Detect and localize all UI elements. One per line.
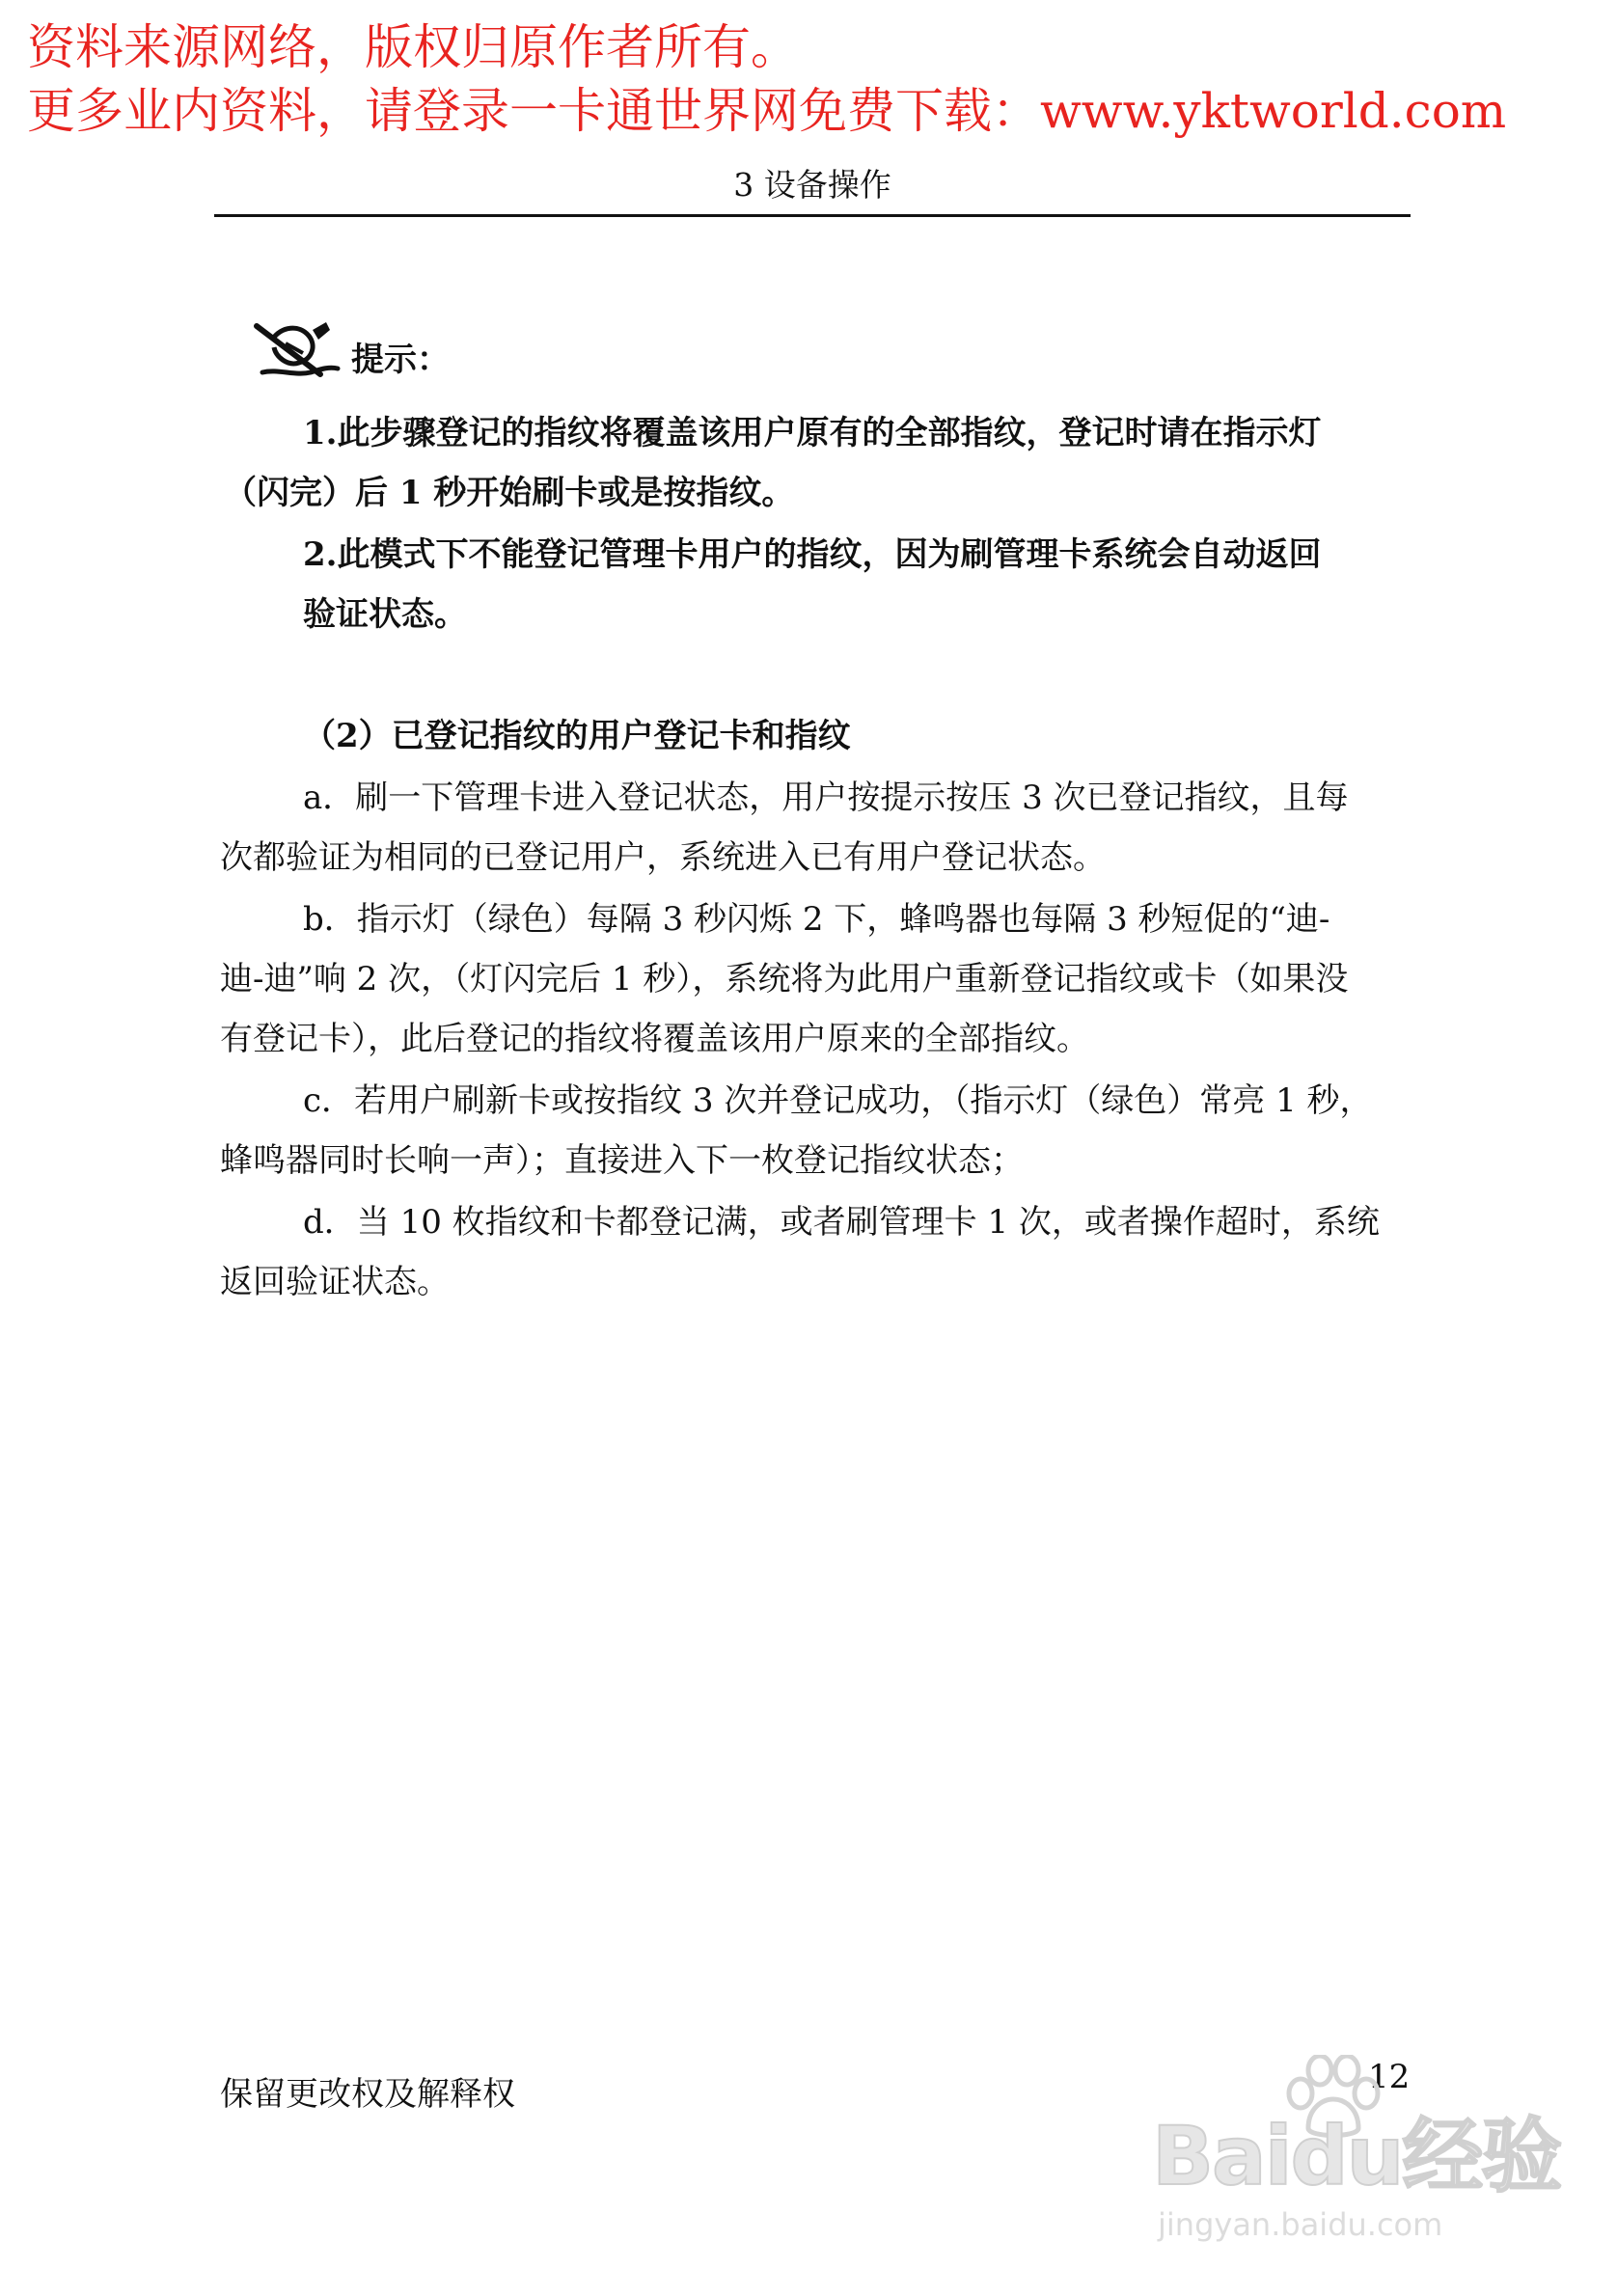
paragraph-line: 次都验证为相同的已登记用户，系统进入已有用户登记状态。 — [220, 838, 1106, 877]
watermark-brand: Baidu经验 — [1152, 2109, 1561, 2203]
tip-title: 提示： — [351, 341, 450, 379]
footer-rights: 保留更改权及解释权 — [220, 2075, 515, 2114]
paragraph-line: 返回验证状态。 — [220, 1263, 450, 1301]
pen-writing-icon — [253, 318, 342, 382]
page-title: 3 设备操作 — [733, 166, 891, 204]
paragraph-line: c．若用户刷新卡或按指纹 3 次并登记成功，（指示灯（绿色）常亮 1 秒， — [303, 1081, 1373, 1120]
source-notice: 资料来源网络，版权归原作者所有。 — [27, 19, 799, 75]
paragraph-line: a．刷一下管理卡进入登记状态，用户按提示按压 3 次已登记指纹，且每 — [303, 779, 1349, 817]
header-divider — [214, 214, 1411, 217]
paragraph-line: d．当 10 枚指纹和卡都登记满，或者刷管理卡 1 次，或者操作超时，系统 — [303, 1203, 1380, 1242]
tip-line: （闪完）后 1 秒开始刷卡或是按指纹。 — [224, 474, 795, 512]
paragraph-line: b．指示灯（绿色）每隔 3 秒闪烁 2 下，蜂鸣器也每隔 3 秒短促的“迪- — [303, 900, 1330, 939]
watermark-url: jingyan.baidu.com — [1158, 2206, 1443, 2243]
tip-line: 2.此模式下不能登记管理卡用户的指纹，因为刷管理卡系统会自动返回 — [303, 535, 1322, 574]
tip-line: 1.此步骤登记的指纹将覆盖该用户原有的全部指纹，登记时请在指示灯 — [303, 414, 1322, 452]
paragraph-line: 有登记卡），此后登记的指纹将覆盖该用户原来的全部指纹。 — [220, 1020, 1089, 1058]
download-notice: 更多业内资料，请登录一卡通世界网免费下载：www.yktworld.com — [27, 83, 1507, 139]
paragraph-line: 蜂鸣器同时长响一声）；直接进入下一枚登记指纹状态； — [220, 1141, 1024, 1180]
tip-line: 验证状态。 — [303, 595, 467, 634]
page-number: 12 — [1368, 2058, 1411, 2096]
section-heading: （2）已登记指纹的用户登记卡和指纹 — [303, 717, 851, 755]
baidu-watermark — [1152, 2055, 1561, 2248]
paragraph-line: 迪-迪”响 2 次，（灯闪完后 1 秒），系统将为此用户重新登记指纹或卡（如果没 — [220, 960, 1349, 998]
